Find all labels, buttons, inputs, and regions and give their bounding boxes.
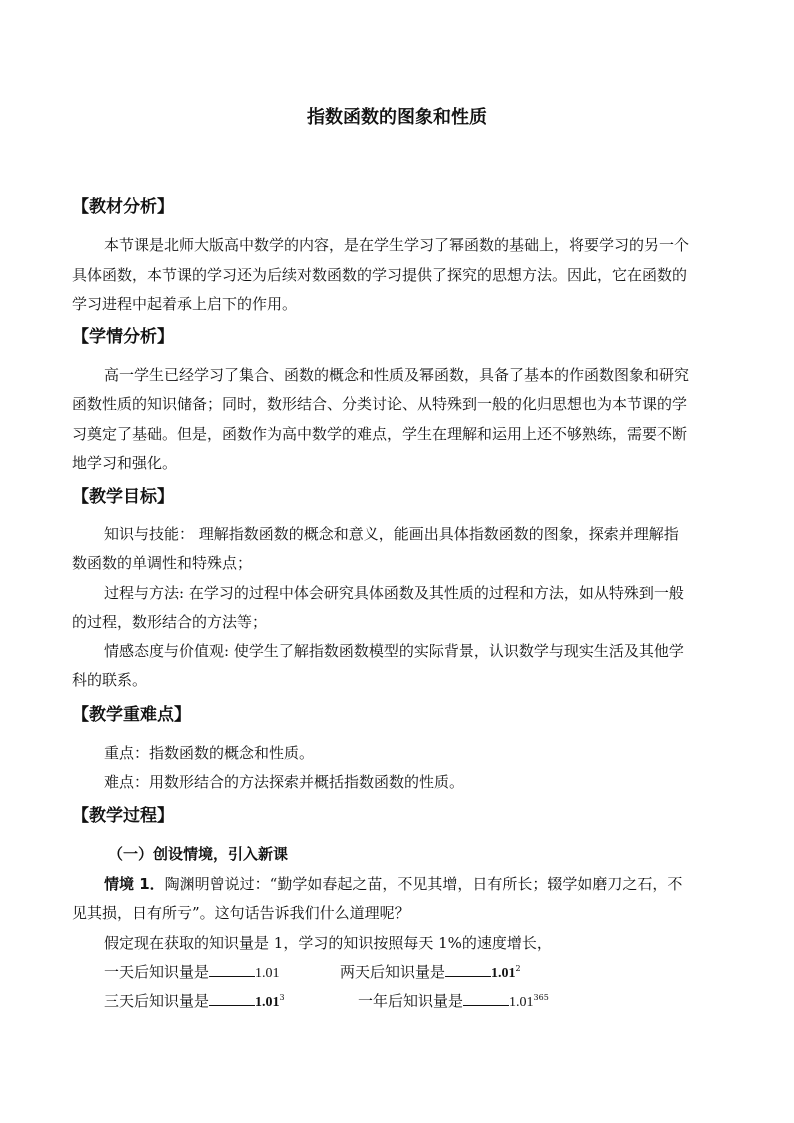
q1-label: 一天后知识量是 bbox=[104, 963, 210, 981]
scenario-line-1 bbox=[104, 873, 682, 894]
q3-answer-exp: 3 bbox=[279, 993, 285, 1002]
question-three-days bbox=[104, 990, 285, 1011]
q3-label: 三天后知识量是 bbox=[104, 992, 210, 1010]
q1-answer: 1.01 bbox=[255, 966, 280, 981]
q2-answer-base: 1.01 bbox=[491, 966, 516, 981]
document-title: 指数函数的图象和性质 bbox=[307, 107, 487, 128]
answer-blank bbox=[463, 992, 509, 1006]
analysis-line-2: 具体函数，本节课的学习还为后续对数函数的学习提供了探究的思想方法。因此，它在函数的 bbox=[72, 266, 688, 284]
question-one-day bbox=[104, 961, 280, 982]
goals-line-5: 情感态度与价值观: 使学生了解指数函数模型的实际背景，认识数学与现实生活及其他学 bbox=[104, 642, 684, 660]
subheading-scenario: （一）创设情境，引入新课 bbox=[108, 845, 289, 863]
heading-key-points: 【教学重难点】 bbox=[72, 705, 191, 725]
heading-teaching-goals: 【教学目标】 bbox=[72, 487, 174, 507]
scenario-text-1: 陶渊明曾说过：“勤学如春起之苗，不见其增，日有所长；辍学如磨刀之石，不 bbox=[164, 875, 683, 893]
analysis-line-1: 本节课是北师大版高中数学的内容，是在学生学习了幂函数的基础上，将要学习的另一个 bbox=[104, 236, 690, 254]
goals-line-4: 的过程，数形结合的方法等； bbox=[72, 613, 268, 631]
q4-answer-exp: 365 bbox=[533, 993, 549, 1002]
goals-line-2: 数函数的单调性和特殊点； bbox=[72, 554, 253, 572]
goals-line-6: 科的联系。 bbox=[72, 671, 148, 689]
keypoint-line: 重点：指数函数的概念和性质。 bbox=[104, 744, 315, 762]
q2-label: 两天后知识量是 bbox=[340, 963, 446, 981]
goals-line-3: 过程与方法: 在学习的过程中体会研究具体函数及其性质的过程和方法，如从特殊到一般 bbox=[104, 584, 684, 602]
answer-blank bbox=[209, 992, 255, 1006]
heading-teaching-process: 【教学过程】 bbox=[72, 806, 174, 826]
goals-line-1: 知识与技能： 理解指数函数的概念和意义，能画出具体指数函数的图象，探索并理解指 bbox=[104, 525, 679, 543]
answer-blank bbox=[209, 963, 255, 977]
heading-student-analysis: 【学情分析】 bbox=[72, 327, 174, 347]
question-two-days bbox=[340, 961, 521, 982]
q4-label: 一年后知识量是 bbox=[358, 992, 464, 1010]
q3-answer-base: 1.01 bbox=[255, 995, 280, 1010]
scenario-line-3: 假定现在获取的知识量是 1，学习的知识按照每天 1%的速度增长， bbox=[104, 934, 552, 952]
q2-answer-exp: 2 bbox=[515, 964, 521, 973]
answer-blank bbox=[445, 963, 491, 977]
students-line-2: 函数性质的知识储备；同时，数形结合、分类讨论、从特殊到一般的化归思想也为本节课的学 bbox=[72, 395, 688, 413]
heading-textbook-analysis: 【教材分析】 bbox=[72, 197, 174, 217]
q4-answer-base: 1.01 bbox=[509, 995, 534, 1010]
scenario-line-2: 见其损，日有所亏”。这句话告诉我们什么道理呢？ bbox=[72, 904, 410, 922]
students-line-4: 地学习和强化。 bbox=[72, 454, 178, 472]
difficulty-line: 难点：用数形结合的方法探索并概括指数函数的性质。 bbox=[104, 773, 465, 791]
students-line-3: 习奠定了基础。但是，函数作为高中数学的难点，学生在理解和运用上还不够熟练，需要不断 bbox=[72, 425, 688, 443]
scenario-label: 情境 1． bbox=[104, 875, 165, 893]
students-line-1: 高一学生已经学习了集合、函数的概念和性质及幂函数，具备了基本的作函数图象和研究 bbox=[104, 366, 690, 384]
analysis-line-3: 学习进程中起着承上启下的作用。 bbox=[72, 295, 298, 313]
question-one-year bbox=[358, 990, 549, 1011]
